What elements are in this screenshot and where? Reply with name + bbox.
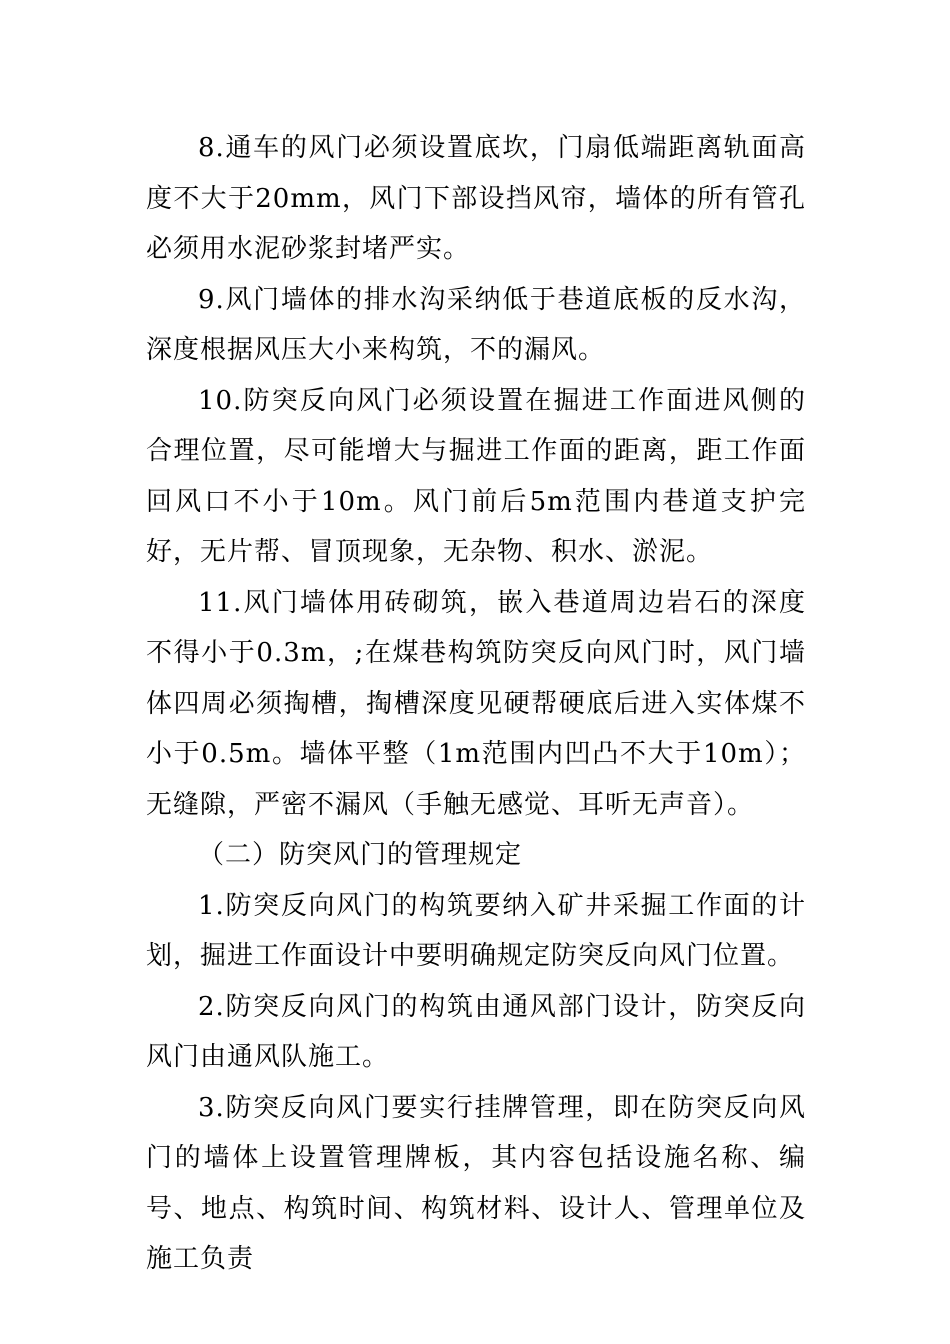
- document-page: [146, 123, 806, 1285]
- paragraph-item-2: 2.防突反向风门的构筑由通风部门设计，防突反向风门由通风队施工。: [146, 991, 806, 1072]
- paragraph-item-8: 8.通车的风门必须设置底坎，门扇低端距离轨面高度不大于20mm，风门下部设挡风帘，墙体的所有管孔必须用水泥砂浆封堵严实。: [146, 133, 806, 264]
- section-heading: （二）防突风门的管理规定: [198, 840, 523, 870]
- paragraph-item-10: 10.防突反向风门必须设置在掘进工作面进风侧的合理位置，尽可能增大与掘进工作面的距离，距工作面回风口不小于10m。风门前后5m范围内巷道支护完好，无片帮、冒顶现象，无杂物、积水、淤泥。: [146, 385, 806, 567]
- paragraph-item-9: 9.风门墙体的排水沟采纳低于巷道底板的反水沟，深度根据风压大小来构筑，不的漏风。: [146, 284, 806, 365]
- paragraph-item-11: 11.风门墙体用砖砌筑，嵌入巷道周边岩石的深度不得小于0.3m，;在煤巷构筑防突反向风门时，风门墙体四周必须掏槽，掏槽深度见硬帮硬底后进入实体煤不小于0.5m。墙体平整（1m范围内凹凸不大于10m）；无缝隙，严密不漏风（手触无感觉、耳听无声音）。: [146, 587, 806, 820]
- paragraph-item-3: 3.防突反向风门要实行挂牌管理，即在防突反向风门的墙体上设置管理牌板，其内容包括设施名称、编号、地点、构筑时间、构筑材料、设计人、管理单位及施工负责: [146, 1092, 806, 1274]
- paragraph-item-1: 1.防突反向风门的构筑要纳入矿井采掘工作面的计划，掘进工作面设计中要明确规定防突反向风门位置。: [146, 890, 806, 971]
